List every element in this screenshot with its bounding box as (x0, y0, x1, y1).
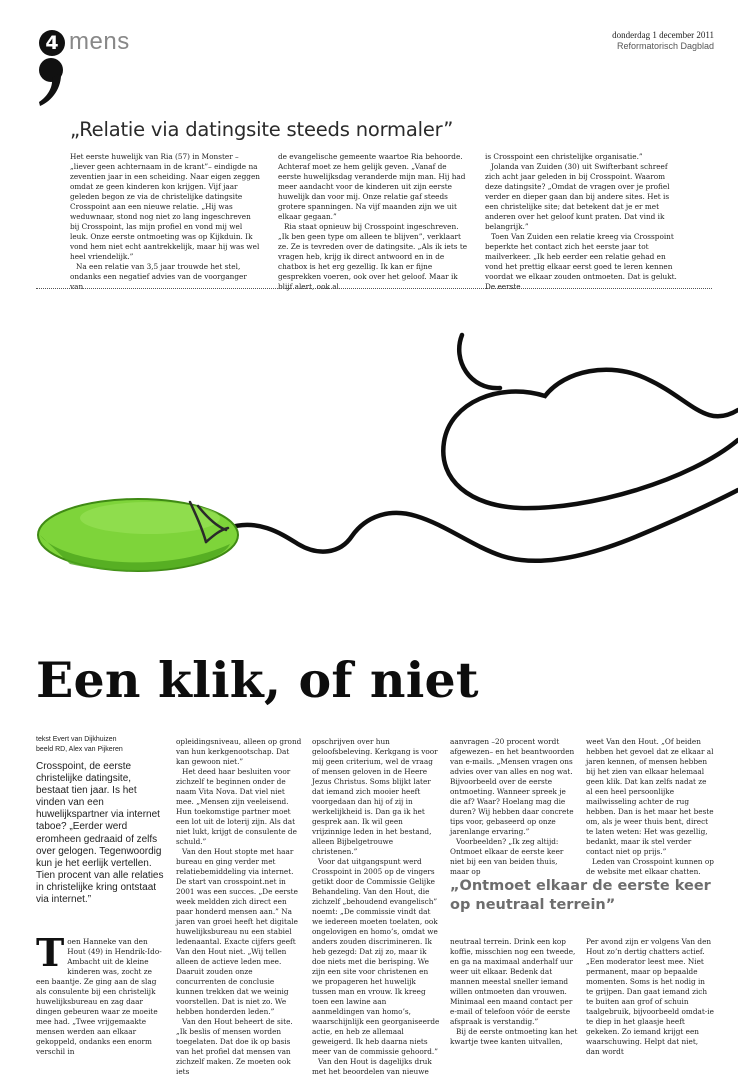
credit-text: tekst Evert van Dijkhuizen (36, 736, 117, 743)
paragraph: Leden van Crosspoint kunnen op de website met elkaar chatten. (586, 857, 714, 876)
main-column-1 (36, 930, 164, 1062)
page-number-badge: 4 (39, 30, 65, 56)
paragraph: de evangelische gemeente waartoe Ria behoorde. Achteraf moet ze hem gelijk geven. „Vanaf de eerste huwelijksdag veranderde mijn man. Hij had meer aandacht voor de kinderen uit zijn eerste huwelijk dan voor mij. Onze relatie gaf steeds grotere spanningen. Na vijf maanden zijn we uit elkaar gegaan.” (278, 152, 466, 221)
comma-logo-icon (34, 56, 74, 108)
paragraph: is Crosspoint een christelijke organisatie.” (485, 152, 643, 161)
article-intro: Crosspoint, de eerste christelijke datingsite, bestaat tien jaar. Is het vinden van een huwelijkspartner via internet taboe? „Eerder werd eromheen gedraaid of zelfs over gelogen. Tegenwoordig kun je het eerlijk vertellen. Tien procent van alle relaties in christelijke kring ontstaat via internet.” (36, 761, 164, 906)
pull-quote: „Ontmoet elkaar de eerste keer op neutraal terrein” (450, 878, 711, 913)
paragraph: weet Van den Hout. „Of beiden hebben het gevoel dat ze elkaar al jaren kennen, of mensen hebben bij het zien van elkaar helemaal geen klik. Dat kan zelfs nadat ze al een heel persoonlijke mailwisseling achter de rug hebben. Dan is het maar het beste om, als je weer thuis bent, direct te laten weten: Het was gezellig, bedankt, maar ik stel verder contact niet op prijs.” (586, 737, 714, 856)
section-divider (36, 288, 712, 289)
main-column-5-top (586, 737, 714, 876)
issue-date: donderdag 1 december 2011 (612, 30, 714, 40)
paragraph: Voorbeelden? „Ik zeg altijd: Ontmoet elkaar de eerste keer niet bij een van beiden thuis, maar op (450, 837, 564, 876)
date-line (612, 30, 714, 52)
paragraph: Per avond zijn er volgens Van den Hout zo’n dertig chatters actief. „Een moderator leest mee. Niet permanent, maar op bepaalde momenten. Soms is het nodig in te grijpen. Dan gaat iemand zich te buiten aan grof of schuin taalgebruik, bijvoorbeeld omdat-ie te diep in het glaasje heeft gekeken. Zo iemand krijgt een waarschuwing. Helpt dat niet, dan wordt (586, 937, 714, 1056)
paragraph: oen Hanneke van den Hout (49) in Hendrik-Ido-Ambacht uit de kleine kinderen was, zocht ze een baantje. Ze ging aan de slag als consulente bij een christelijk huwelijksbureau en zag daar dingen gebeuren waar ze moeite mee had. „Twee vrijgemaakte mensen werden aan elkaar gekoppeld, ondanks een enorm verschil in (36, 937, 162, 1056)
main-article-title: Een klik, of niet (36, 651, 479, 709)
heart-loop (459, 335, 500, 388)
mouse-heart-illustration (0, 330, 738, 630)
paragraph: Ria staat opnieuw bij Crosspoint ingeschreven. „Ik ben geen type om alleen te blijven”, verklaart ze. Ze is tevreden over de datingsite. „Als ik iets te vragen heb, krijg ik direct antwoord en in de chatbox is het erg gezellig. Ik kan er fijne gesprekken voeren, ook over het geloof. Maar ik blijf alert, ook al (278, 222, 468, 291)
paragraph: Na een relatie van 3,5 jaar trouwde het stel, ondanks een negatief advies van de voorganger van (70, 262, 247, 291)
main-column-5-bottom (586, 937, 714, 1055)
main-column-3 (312, 737, 440, 1076)
drop-cap: T (36, 930, 65, 975)
paragraph: neutraal terrein. Drink een kop koffie, misschien nog een tweede, en ga na maximaal anderhalf uur weer uit elkaar. Bedenk dat mannen meestal sneller iemand willen ontmoeten dan vrouwen. Minimaal een maand contact per e-mail of telefoon vóór de eerste afspraak is verstandig.” (450, 937, 576, 1026)
paragraph: opleidingsniveau, alleen op grond van hun kerkgenootschap. Dat kan gewoon niet.” (176, 737, 302, 766)
paragraph: Van den Hout stopte met haar bureau en ging verder met relatiebemiddeling via internet. De start van crosspoint.net in 2001 was een succes. „De eerste week meldden zich direct een paar honderd mensen aan.” Na jaren van groei heeft het digitale huwelijksbureau nu een stabiel ledenaantal. Exacte cijfers geeft Van den Hout niet. „Wij tellen alleen de actieve leden mee. Daaruit zouden onze concurrenten de conclusie kunnen trekken dat we weinig voorstellen. Dat is niet zo. We hebben honderden leden.” (176, 847, 298, 1016)
top-article-headline: „Relatie via datingsite steeds normaler” (70, 118, 454, 141)
paragraph: opschrijven over hun geloofsbeleving. Kerkgang is voor mij geen criterium, wel de vraag of mensen geloven in de Heere Jezus Christus. Soms blijkt later dat iemand zich mooier heeft voorgedaan dan hij of zij in werkelijkheid is. Dan ga ik het gesprek aan. Ik wil geen vrijzinnige leden in het bestand, alleen Bijbelgetrouwe christenen.” (312, 737, 438, 856)
top-article-column-2 (278, 152, 470, 291)
newspaper-name: Reformatorisch Dagblad (616, 41, 714, 51)
credit-image: beeld RD, Alex van Pijkeren (36, 745, 123, 753)
paragraph: Van den Hout is dagelijks druk met het beoordelen van nieuwe (312, 1057, 432, 1076)
paragraph: Jolanda van Zuiden (30) uit Swifterbant schreef zich acht jaar geleden in bij Crosspoint. Waarom deze datingsite? „Omdat de vragen over je profiel verder en dieper gaan dan bij andere sites. Het is een christelijke site; dat betekent dat je er met anderen over het geloof kunt praten. Dat vind ik belangrijk.” (485, 162, 670, 231)
computer-mouse-icon (38, 499, 238, 571)
top-article-column-1 (70, 152, 262, 291)
article-credits (36, 735, 161, 754)
paragraph: aanvragen –20 procent wordt afgewezen– en het beantwoorden van e-mails. „Mensen vragen ons advies over van alles en nog wat. Bijvoorbeeld over de eerste ontmoeting. Wanneer spreek je die af? Waar? Hoelang mag die duren? Wij hebben daar concrete tips voor, gebaseerd op onze jarenlange ervaring.” (450, 737, 575, 836)
paragraph: Het deed haar besluiten voor zichzelf te beginnen onder de naam Vita Nova. Dat viel niet mee. „Mensen zijn veeleisend. Hun toekomstige partner moet een lot uit de loterij zijn. Als dat niet lukt, krijgt de consulente de schuld.” (176, 767, 297, 846)
main-column-4-top (450, 737, 578, 876)
paragraph: Van den Hout beheert de site. „Ik beslis of mensen worden toegelaten. Dat doe ik op basis van het profiel dat mensen van zichzelf maken. Ze moeten ook iets (176, 1017, 293, 1076)
paragraph: Het eerste huwelijk van Ria (57) in Monster –„liever geen achternaam in de krant”– eindigde na zeventien jaar in een scheiding. Naar eigen zeggen omdat ze geen kinderen kon krijgen. Vijf jaar geleden begon ze via de christelijke datingsite Crosspoint aan een nieuwe relatie. „Hij was weduwnaar, stond nog niet zo lang ingeschreven bij Crosspoint, las mijn profiel en vond mij wel leuk. Onze eerste ontmoeting was op Kijkduin. Ik vond hem niet echt aantrekkelijk, maar hij was wel heel vriendelijk.” (70, 152, 260, 261)
top-article-column-3 (485, 152, 679, 291)
main-column-4-bottom (450, 937, 578, 1055)
main-column-2 (176, 737, 304, 1076)
paragraph: Toen Van Zuiden een relatie kreeg via Crosspoint beperkte het contact zich het eerste jaar tot mailverkeer. „Ik heb eerder een relatie gehad en vond het prettig elkaar eerst goed te leren kennen voordat we elkaar zouden ontmoeten. Dat is gelukt. De eerste (485, 232, 677, 291)
heart-cord (443, 370, 738, 508)
section-title: mens (69, 28, 130, 55)
paragraph: Bij de eerste ontmoeting kan het kwartje twee kanten uitvallen, (450, 1027, 578, 1046)
paragraph: Voor dat uitgangspunt werd Crosspoint in 2005 op de vingers getikt door de Commissie Gelijke Behandeling. Van den Hout, die zichzelf „behoudend evangelisch” noemt: „De commissie vindt dat we iedereen moeten toelaten, ook ongelovigen en homo’s, omdat we anders zouden discrimineren. Ik heb gezegd: Dat zij zo, maar ik doe niets met die berisping. We zijn een site voor christenen en we propageren het huwelijk tussen man en vrouw. Ik kreeg toen een lawine aan aanmeldingen van homo’s, waarschijnlijk een georganiseerde actie, en heb ze allemaal geweigerd. Ik heb daarna niets meer van de commissie gehoord.” (312, 857, 440, 1056)
